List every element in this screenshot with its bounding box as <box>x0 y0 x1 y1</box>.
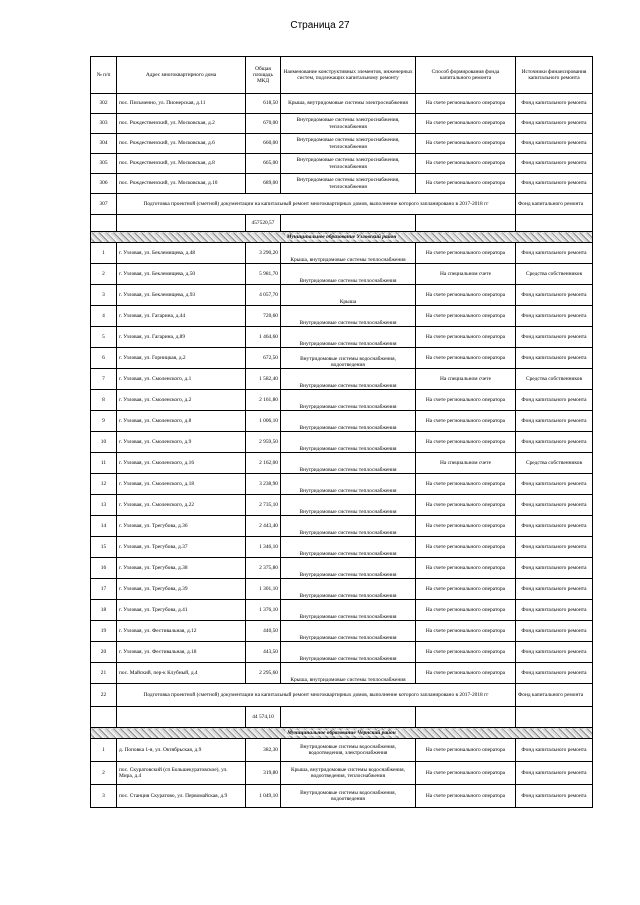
row-address: г. Узловая, ул. Смоленского, д.1 <box>117 369 246 390</box>
row-work: Внутридомовые системы теплоснабжения <box>281 495 416 516</box>
row-method: На специальном счете <box>416 453 516 474</box>
row-source: Фонд капитального ремонта <box>516 663 593 684</box>
table-row <box>91 411 593 432</box>
row-num: 1 <box>91 243 117 264</box>
row-method: На счете регионального оператора <box>416 134 516 154</box>
table-row <box>91 642 593 663</box>
row-address: г. Узловая, ул. Беклемищева, д.48 <box>117 243 246 264</box>
row-num: 10 <box>91 432 117 453</box>
row-work: Внутридомовые системы водоснабжения, водоотведения <box>281 348 416 369</box>
row-source: Фонд капитального ремонта <box>516 174 593 194</box>
row-address: г. Узловая, ул. Гагарина, д.89 <box>117 327 246 348</box>
row-num: 307 <box>91 194 117 215</box>
row-num: 12 <box>91 474 117 495</box>
row-area: 2 295,60 <box>246 663 281 684</box>
row-method: На счете регионального оператора <box>416 174 516 194</box>
row-source: Фонд капитального ремонта <box>516 474 593 495</box>
row-work: Крыша <box>281 285 416 306</box>
row-source: Фонд капитального ремонта <box>516 327 593 348</box>
row-method: На счете регионального оператора <box>416 516 516 537</box>
row-work: Внутридомовые системы электроснабжения, теплоснабжения <box>281 174 416 194</box>
row-method: На счете регионального оператора <box>416 739 516 762</box>
row-work: Внутридомовые системы электроснабжения, теплоснабжения <box>281 134 416 154</box>
row-method: На счете регионального оператора <box>416 348 516 369</box>
row-method: На счете регионального оператора <box>416 327 516 348</box>
row-num: 20 <box>91 642 117 663</box>
row-source: Фонд капитального ремонта <box>516 348 593 369</box>
table-row <box>91 264 593 285</box>
row-method: На счете регионального оператора <box>416 642 516 663</box>
header-method: Способ формирования фонда капитального ремонта <box>416 57 516 94</box>
row-area: 670,00 <box>246 114 281 134</box>
row-area: 1 049,10 <box>246 785 281 808</box>
row-area: 319,80 <box>246 762 281 785</box>
row-source: Фонд капитального ремонта <box>516 621 593 642</box>
table-row <box>91 134 593 154</box>
row-method: На счете регионального оператора <box>416 558 516 579</box>
row-num: 21 <box>91 663 117 684</box>
table-row <box>91 785 593 808</box>
table-row <box>91 327 593 348</box>
table-row <box>91 739 593 762</box>
row-area: 2 959,50 <box>246 432 281 453</box>
row-num: 6 <box>91 348 117 369</box>
row-area: 443,50 <box>246 642 281 663</box>
row-area: 660,00 <box>246 134 281 154</box>
row-address: пос. Станция Скуратово, ул. Первомайская, д.9 <box>117 785 246 808</box>
row-num: 2 <box>91 264 117 285</box>
row-area: 3 290,20 <box>246 243 281 264</box>
row-work: Внутридомовые системы электроснабжения, теплоснабжения <box>281 114 416 134</box>
section-title: Муниципальное образование Чернский район <box>287 729 396 736</box>
row-source: Средства собственников <box>516 264 593 285</box>
row-num: 305 <box>91 154 117 174</box>
row-method: На счете регионального оператора <box>416 114 516 134</box>
row-work: Внутридомовые системы водоснабжения, водоотведения, электроснабжения <box>281 739 416 762</box>
design-docs-row <box>91 194 593 215</box>
row-address: пос. Скуратовский (сп Большекуратовское), ул. Мира, д.4 <box>117 762 246 785</box>
row-num: 2 <box>91 762 117 785</box>
row-source: Фонд капитального ремонта <box>516 194 593 215</box>
row-area: 3 238,90 <box>246 474 281 495</box>
row-num: 16 <box>91 558 117 579</box>
row-num: 18 <box>91 600 117 621</box>
row-source: Фонд капитального ремонта <box>516 114 593 134</box>
row-num: 14 <box>91 516 117 537</box>
header-num: № п/п <box>91 57 117 94</box>
row-source: Средства собственников <box>516 453 593 474</box>
row-area: 665,00 <box>246 154 281 174</box>
row-source: Средства собственников <box>516 369 593 390</box>
row-method: На счете регионального оператора <box>416 785 516 808</box>
section-header-row <box>91 728 593 739</box>
table-header-row <box>91 57 593 94</box>
row-source: Фонд капитального ремонта <box>516 516 593 537</box>
section-title: Муниципальное образование Узловский район <box>286 233 397 240</box>
table-row <box>91 285 593 306</box>
row-source: Фонд капитального ремонта <box>516 558 593 579</box>
row-address: г. Узловая, ул. Беклемищева, д.50 <box>117 264 246 285</box>
row-area: 1 376,10 <box>246 600 281 621</box>
row-source: Фонд капитального ремонта <box>516 154 593 174</box>
page-number: Страница 27 <box>290 20 350 31</box>
row-source: Фонд капитального ремонта <box>516 411 593 432</box>
table-row <box>91 114 593 134</box>
row-area: 1 006,10 <box>246 411 281 432</box>
table-row <box>91 558 593 579</box>
row-method: На счете регионального оператора <box>416 579 516 600</box>
row-address: г. Узловая, ул. Смоленского, д.22 <box>117 495 246 516</box>
row-source: Фонд капитального ремонта <box>516 306 593 327</box>
row-num: 22 <box>91 684 117 707</box>
row-method: На счете регионального оператора <box>416 243 516 264</box>
table-row <box>91 390 593 411</box>
row-area: 440,50 <box>246 621 281 642</box>
row-method: На счете регионального оператора <box>416 285 516 306</box>
table-row <box>91 537 593 558</box>
row-address: пос. Рождественский, ул. Московская, д.10 <box>117 174 246 194</box>
row-source: Фонд капитального ремонта <box>516 495 593 516</box>
row-address: пос. Рождественский, ул. Московская, д.8 <box>117 154 246 174</box>
row-address: г. Узловая, ул. Горницкая, д.2 <box>117 348 246 369</box>
row-area: 689,00 <box>246 174 281 194</box>
row-work: Крыша, внутридомовые системы теплоснабжения <box>281 243 416 264</box>
table-row <box>91 369 593 390</box>
uzlovaya-body <box>91 243 593 684</box>
row-area: 5 981,70 <box>246 264 281 285</box>
row-address: г. Узловая, ул. Смоленского, д.9 <box>117 432 246 453</box>
row-num: 4 <box>91 306 117 327</box>
row-method: На специальном счете <box>416 369 516 390</box>
header-area: Общая площадь МКД <box>246 57 281 94</box>
row-area: 1 464,60 <box>246 327 281 348</box>
table-row <box>91 94 593 114</box>
row-address: г. Узловая, ул. Гагарина, д.44 <box>117 306 246 327</box>
header-address: Адрес многоквартирного дома <box>117 57 246 94</box>
row-area: 720,60 <box>246 306 281 327</box>
row-source: Фонд капитального ремонта <box>516 390 593 411</box>
section-header-row <box>91 232 593 243</box>
row-work: Внутридомовые системы теплоснабжения <box>281 264 416 285</box>
row-address: г. Узловая, ул. Смоленского, д.18 <box>117 474 246 495</box>
row-address: пос. Письменно, ул. Пионерская, д.11 <box>117 94 246 114</box>
design-docs-text: Подготовка проектной (сметной) документации на капитальный ремонт многоквартирных домов, выполнение которого запланировано в 2017-2018 гг <box>117 684 516 707</box>
row-source: Фонд капитального ремонта <box>516 684 593 707</box>
row-area: 1 346,10 <box>246 537 281 558</box>
row-num: 306 <box>91 174 117 194</box>
row-work: Внутридомовые системы теплоснабжения <box>281 537 416 558</box>
table-row <box>91 600 593 621</box>
row-area: 2 161,80 <box>246 390 281 411</box>
row-num: 3 <box>91 785 117 808</box>
row-source: Фонд капитального ремонта <box>516 432 593 453</box>
row-address: г. Узловая, ул. Смоленского, д.16 <box>117 453 246 474</box>
row-num: 1 <box>91 739 117 762</box>
row-work: Внутридомовые системы электроснабжения, теплоснабжения <box>281 154 416 174</box>
design-docs-row <box>91 684 593 707</box>
row-address: г. Узловая, ул. Фестивальная, д.18 <box>117 642 246 663</box>
row-work: Крыша, внутридомовые системы водоснабжения, водоотведения, теплоснабжения <box>281 762 416 785</box>
row-area: 2 443,40 <box>246 516 281 537</box>
row-source: Фонд капитального ремонта <box>516 537 593 558</box>
row-work: Внутридомовые системы теплоснабжения <box>281 474 416 495</box>
row-source: Фонд капитального ремонта <box>516 579 593 600</box>
row-area: 2 375,80 <box>246 558 281 579</box>
row-work: Внутридомовые системы теплоснабжения <box>281 558 416 579</box>
row-method: На специальном счете <box>416 264 516 285</box>
table-row <box>91 762 593 785</box>
cherny-body <box>91 739 593 808</box>
row-work: Внутридомовые системы теплоснабжения <box>281 516 416 537</box>
row-address: пос. Рождественский, ул. Московская, д.6 <box>117 134 246 154</box>
table-row <box>91 154 593 174</box>
row-method: На счете регионального оператора <box>416 495 516 516</box>
row-method: На счете регионального оператора <box>416 474 516 495</box>
row-source: Фонд капитального ремонта <box>516 785 593 808</box>
row-address: д. Поповка 1-я, ул. Октябрьская, д.9 <box>117 739 246 762</box>
group1-body <box>91 94 593 194</box>
header-source: Источники финансирования капитального ремонта <box>516 57 593 94</box>
row-method: На счете регионального оператора <box>416 762 516 785</box>
row-num: 11 <box>91 453 117 474</box>
row-source: Фонд капитального ремонта <box>516 739 593 762</box>
table-row <box>91 663 593 684</box>
row-address: г. Узловая, ул. Трегубова, д.41 <box>117 600 246 621</box>
table-row <box>91 621 593 642</box>
row-address: г. Узловая, ул. Трегубова, д.38 <box>117 558 246 579</box>
table-row <box>91 453 593 474</box>
row-work: Крыша, внутридомовые системы электроснабжения <box>281 94 416 114</box>
table-row <box>91 348 593 369</box>
total-row <box>91 707 593 728</box>
row-area: 2 162,00 <box>246 453 281 474</box>
row-area: 1 301,10 <box>246 579 281 600</box>
row-method: На счете регионального оператора <box>416 94 516 114</box>
row-address: г. Узловая, ул. Беклемищева, д.93 <box>117 285 246 306</box>
row-num: 15 <box>91 537 117 558</box>
table-row <box>91 306 593 327</box>
row-work: Внутридомовые системы теплоснабжения <box>281 621 416 642</box>
row-work: Внутридомовые системы теплоснабжения <box>281 642 416 663</box>
row-area: 382,30 <box>246 739 281 762</box>
table-row <box>91 174 593 194</box>
row-address: г. Узловая, ул. Смоленского, д.2 <box>117 390 246 411</box>
row-num: 8 <box>91 390 117 411</box>
table-row <box>91 516 593 537</box>
row-method: На счете регионального оператора <box>416 600 516 621</box>
row-num: 304 <box>91 134 117 154</box>
row-source: Фонд капитального ремонта <box>516 134 593 154</box>
row-source: Фонд капитального ремонта <box>516 600 593 621</box>
row-method: На счете регионального оператора <box>416 621 516 642</box>
row-area: 618,50 <box>246 94 281 114</box>
design-docs-text: Подготовка проектной (сметной) документации на капитальный ремонт многоквартирных домов, выполнение которого запланировано в 2017-2018 гг <box>117 194 516 215</box>
table-row <box>91 474 593 495</box>
row-source: Фонд капитального ремонта <box>516 642 593 663</box>
row-work: Внутридомовые системы теплоснабжения <box>281 306 416 327</box>
row-method: На счете регионального оператора <box>416 537 516 558</box>
row-method: На счете регионального оператора <box>416 154 516 174</box>
row-area: 1 582,40 <box>246 369 281 390</box>
row-address: г. Узловая, ул. Фестивальная, д.12 <box>117 621 246 642</box>
total-value: 44 574,10 <box>246 707 281 728</box>
table-row <box>91 495 593 516</box>
row-work: Внутридомовые системы теплоснабжения <box>281 390 416 411</box>
row-address: г. Узловая, ул. Трегубова, д.39 <box>117 579 246 600</box>
row-area: 2 735,10 <box>246 495 281 516</box>
row-num: 5 <box>91 327 117 348</box>
row-source: Фонд капитального ремонта <box>516 94 593 114</box>
row-num: 19 <box>91 621 117 642</box>
row-method: На счете регионального оператора <box>416 306 516 327</box>
row-source: Фонд капитального ремонта <box>516 285 593 306</box>
capital-repair-table <box>90 56 593 808</box>
row-address: пос. Рождественский, ул. Московская, д.2 <box>117 114 246 134</box>
row-method: На счете регионального оператора <box>416 411 516 432</box>
row-address: г. Узловая, ул. Трегубова, д.36 <box>117 516 246 537</box>
row-area: 672,50 <box>246 348 281 369</box>
total-row <box>91 215 593 232</box>
table-row <box>91 432 593 453</box>
row-work: Внутридомовые системы теплоснабжения <box>281 600 416 621</box>
row-num: 17 <box>91 579 117 600</box>
row-area: 4 057,70 <box>246 285 281 306</box>
row-num: 13 <box>91 495 117 516</box>
row-address: г. Узловая, ул. Трегубова, д.37 <box>117 537 246 558</box>
row-num: 302 <box>91 94 117 114</box>
row-work: Крыша, внутридомовые системы теплоснабжения <box>281 663 416 684</box>
row-method: На счете регионального оператора <box>416 432 516 453</box>
row-source: Фонд капитального ремонта <box>516 762 593 785</box>
row-num: 303 <box>91 114 117 134</box>
row-work: Внутридомовые системы теплоснабжения <box>281 579 416 600</box>
row-num: 7 <box>91 369 117 390</box>
total-value: 457520,57 <box>246 215 281 232</box>
row-work: Внутридомовые системы теплоснабжения <box>281 327 416 348</box>
row-source: Фонд капитального ремонта <box>516 243 593 264</box>
row-work: Внутридомовые системы теплоснабжения <box>281 453 416 474</box>
row-work: Внутридомовые системы теплоснабжения <box>281 411 416 432</box>
row-address: пос. Майский, пер-к Клубный, д.4 <box>117 663 246 684</box>
row-method: На счете регионального оператора <box>416 663 516 684</box>
table-row <box>91 579 593 600</box>
row-work: Внутридомовые системы водоснабжения, водоотведения <box>281 785 416 808</box>
row-num: 9 <box>91 411 117 432</box>
row-method: На счете регионального оператора <box>416 390 516 411</box>
row-address: г. Узловая, ул. Смоленского, д.8 <box>117 411 246 432</box>
row-work: Внутридомовые системы теплоснабжения <box>281 432 416 453</box>
row-num: 3 <box>91 285 117 306</box>
row-work: Внутридомовые системы теплоснабжения <box>281 369 416 390</box>
header-work: Наименование конструктивных элементов, инженерных систем, подлежащих капитальному ремонту <box>281 57 416 94</box>
table-row <box>91 243 593 264</box>
